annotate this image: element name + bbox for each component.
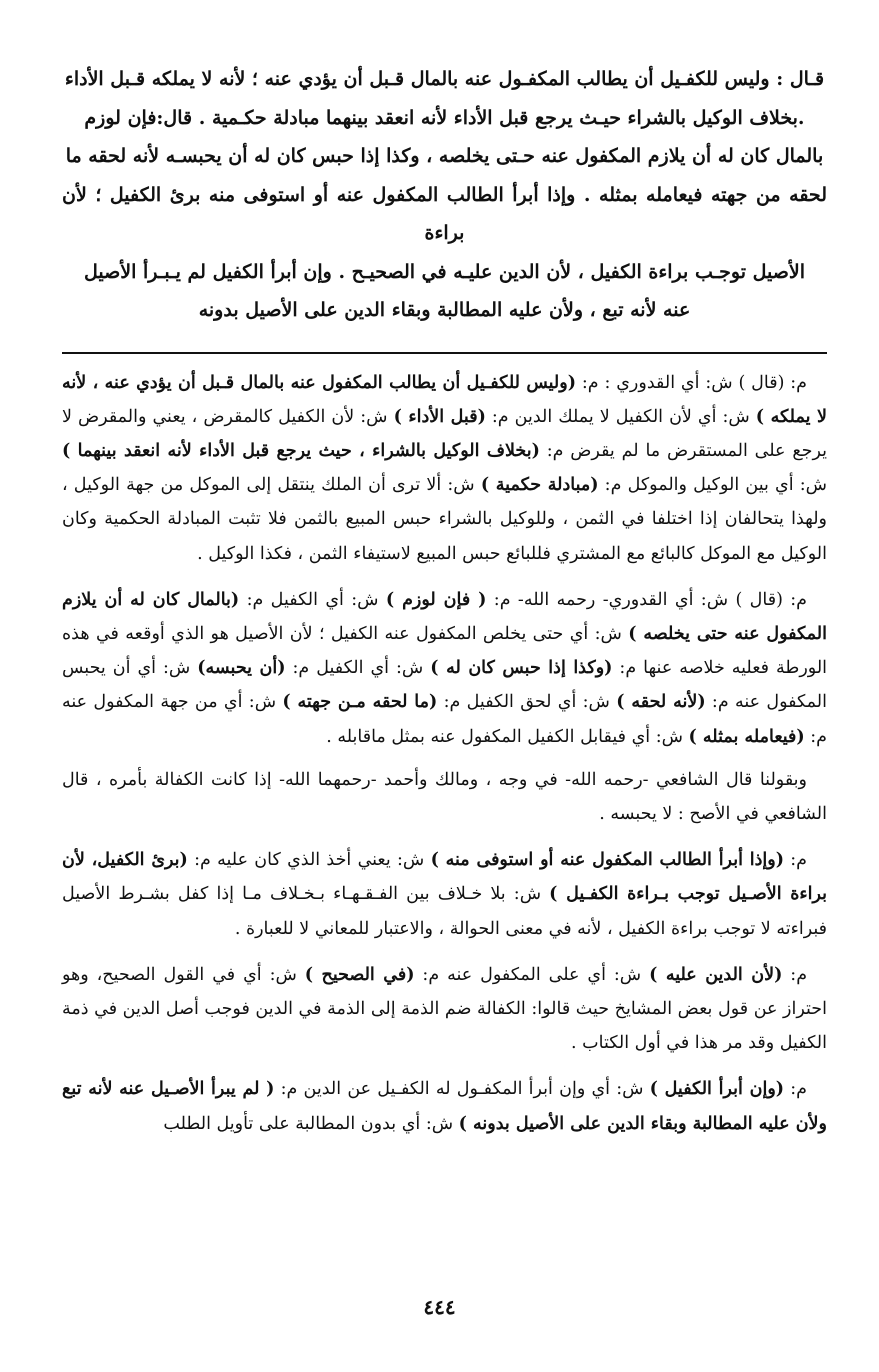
commentary-text: م:	[782, 964, 808, 985]
quoted-main-text: (لأنه لحقه )	[616, 692, 706, 713]
commentary-paragraph	[62, 763, 827, 831]
commentary-text: ش: أي حتى يخلص المكفول عنه الكفيل ؛ لأن الأصيل هو الذي أوقعه في هذه الورطة فعليه خلاصه عنها م:	[62, 623, 828, 679]
commentary-text: م: (قال ) ش: أي القدوري : م:	[576, 372, 807, 393]
commentary-block	[62, 366, 827, 1141]
quoted-main-text: (فيعامله بمثله )	[688, 726, 805, 747]
quoted-main-text: (وليس للكفـيل أن يطالب المكفول عنه بالمال قـبل أن يؤدي عنه ، لأنه لا يملكه )	[62, 372, 827, 427]
main-text-line: بالمال كان له أن يلازم المكفول عنه حـتى يخلصه ، وكذا إذا حبس كان له أن يحبسـه لأنه لحقه ما	[65, 145, 824, 167]
page-content	[62, 60, 827, 1150]
quoted-main-text: (بخلاف الوكيل بالشراء ، حيث يرجع قبل الأداء لأنه انعقد بينهما )	[62, 440, 540, 461]
commentary-text: ش: أي من جهة المكفول عنه م:	[62, 692, 827, 747]
commentary-paragraph	[62, 1072, 827, 1140]
quoted-main-text: (بالمال كان له أن يلازم المكفول عنه حتى يخلصه )	[62, 589, 827, 644]
quoted-main-text: (ما لحقه مـن جهته )	[282, 692, 438, 713]
commentary-text: ش: أي لأن الكفيل لا يملك الدين م:	[485, 406, 756, 427]
quoted-main-text: (برئ الكفيل، لأن براءة الأصـيل توجب بـراءة الكفـيل )	[62, 850, 827, 905]
main-text-line: لحقه من جهته فيعامله بمثله . وإذا أبرأ الطالب المكفول عنه أو استوفى منه برئ الكفيل ؛ لأن براءة	[62, 183, 827, 244]
commentary-text: ش: أي على المكفول عنه م:	[414, 964, 650, 985]
commentary-text: ش: يعني أخذ الذي كان عليه م:	[187, 850, 431, 871]
quoted-main-text: ( فإن لوزم )	[385, 589, 487, 610]
quoted-main-text: ( لم يبرأ الأصـيل عنه لأنه تبع ولأن عليه المطالبة وبقاء الدين على الأصيل بدونه )	[62, 1079, 827, 1134]
commentary-text: ش: أي بين الوكيل والموكل م:	[598, 475, 827, 496]
commentary-paragraph	[62, 366, 827, 571]
main-text-line: قـال : وليس للكفـيل أن يطالب المكفـول عنه بالمال قـبل أن يؤدي عنه ؛ لأنه لا يملكه قـبل الأداء	[64, 68, 825, 90]
main-text-line: عنه لأنه تبع ، ولأن عليه المطالبة وبقاء الدين على الأصيل بدونه	[198, 299, 691, 321]
main-text-line: .بخلاف الوكيل بالشراء حيـث يرجع قبل الأداء لأنه انعقد بينهما مبادلة حكـمية . قال:فإن لوزم	[84, 106, 805, 129]
quoted-main-text: (في الصحيح )	[304, 964, 415, 985]
commentary-text: ش: بلا خـلاف بين الفـقـهـاء بـخـلاف مـا إذا كفل بشـرط الأصيل فبراءته لا توجب براءة الكفيل ، لأنه في معنى الحوالة ، والاعتبار للمعاني لا للعبارة .	[62, 884, 827, 939]
commentary-text: ش: أي فيقابل الكفيل المكفول عنه بمثل ماقابله .	[326, 726, 689, 747]
commentary-text: م:	[784, 850, 808, 871]
commentary-text: وبقولنا قال الشافعي -رحمه الله- في وجه ، ومالك وأحمد -رحمهما الله- إذا كانت الكفالة بأمره ، قال الشافعي في الأصح : لا يحبسه .	[62, 769, 827, 824]
page-number: ٤٤٤	[423, 1295, 456, 1319]
commentary-text: ش: أي في القول الصحيح، وهو احتراز عن قول بعض المشايخ حيث قالوا: الكفالة ضم الذمة إلى الذمة في الدين فوجب أصل الدين في ذمة الكفيل وقد مر هذا في أول الكتاب .	[62, 964, 827, 1054]
commentary-text: م:	[784, 1079, 807, 1100]
commentary-paragraph	[62, 583, 827, 754]
quoted-main-text: (وكذا إذا حبس كان له )	[430, 658, 613, 679]
commentary-text: م: (قال ) ش: أي القدوري- رحمه الله- م:	[486, 589, 808, 610]
quoted-main-text: (قبل الأداء )	[393, 406, 486, 427]
commentary-text: ش: أي أن يحبس المكفول عنه م:	[62, 658, 827, 713]
commentary-paragraph	[62, 843, 827, 946]
quoted-main-text: (مبادلة حكمية )	[480, 475, 599, 496]
commentary-text: ش: لأن الكفيل كالمقرض ، يعني والمقرض لا يرجع على المستقرض ما لم يقرض م:	[62, 406, 827, 461]
commentary-text: ش: أي بدون المطالبة على تأويل الطلب	[163, 1113, 459, 1134]
section-divider	[62, 352, 827, 354]
quoted-main-text: (وإذا أبرأ الطالب المكفول عنه أو استوفى منه )	[430, 850, 784, 871]
quoted-main-text: (وإن أبرأ الكفيل )	[649, 1079, 785, 1100]
commentary-text: ش: ألا ترى أن الملك ينتقل إلى الموكل من جهة الوكيل ، ولهذا يتحالفان إذا اختلفا في الثمن ، وللوكيل بالشراء حبس المبيع بالثمن فلا تثبت المبادلة الحكمية وكان الوكيل مع الموكل كالبائع مع المشتري فللبائع حبس المبيع لاستيفاء الثمن ، فكذا الوكيل .	[62, 475, 827, 564]
commentary-text: ش: أي لحق الكفيل م:	[437, 692, 617, 713]
commentary-paragraph	[62, 958, 827, 1061]
commentary-text: ش: أي الكفيل م:	[239, 589, 386, 610]
main-text-block	[62, 60, 827, 330]
commentary-text: ش: أي الكفيل م:	[285, 658, 431, 679]
main-text-line: الأصيل توجـب براءة الكفيل ، لأن الدين عليـه في الصحيـح . وإن أبرأ الكفيل لم يـبـرأ الأصيل	[84, 260, 805, 283]
quoted-main-text: (أن يحبسه)	[197, 658, 286, 679]
quoted-main-text: (لأن الدين عليه )	[649, 964, 783, 985]
commentary-text: ش: أي وإن أبرأ المكفـول له الكفـيل عن الدين م:	[274, 1079, 650, 1100]
